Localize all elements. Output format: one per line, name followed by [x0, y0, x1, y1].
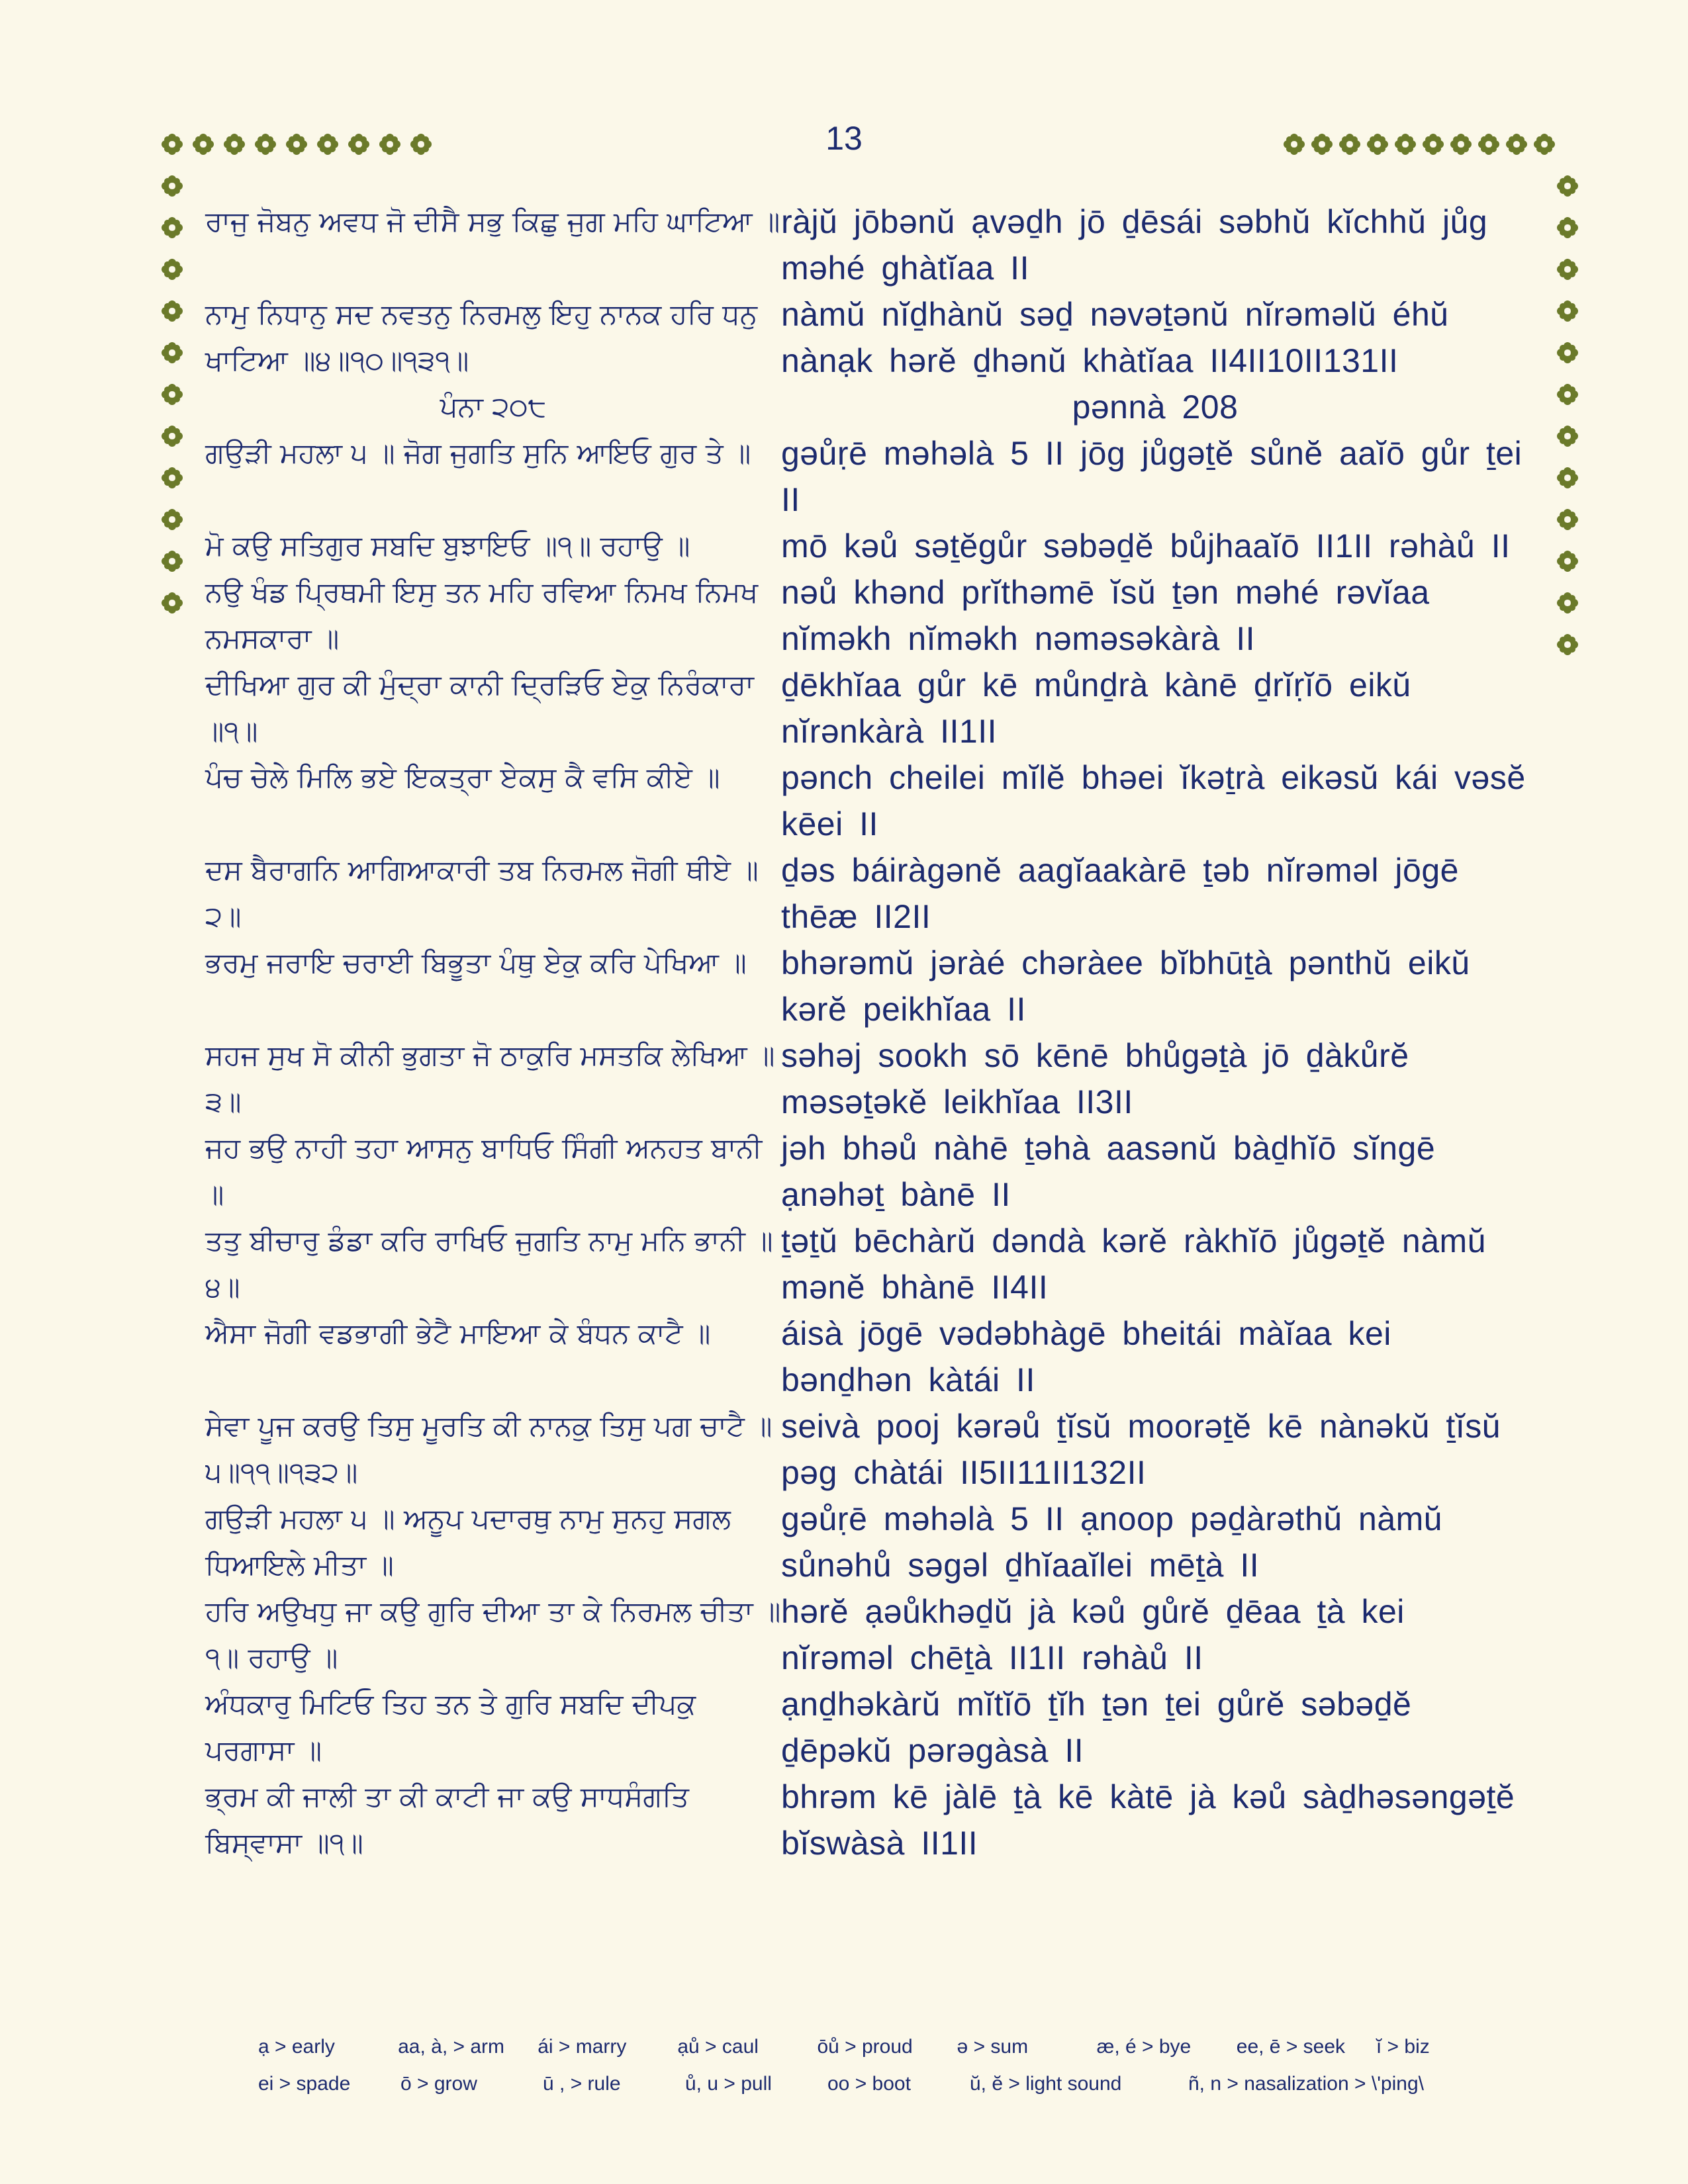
- verse-row: [205, 662, 1529, 754]
- verse-row: [205, 291, 1529, 384]
- legend-item: ñ, n > nasalization > \'ping\: [1188, 2073, 1424, 2095]
- transliteration-text: gəůṛē məhəlà 5 II jōg jůgəṯĕ sůnĕ aaĭō gůr ṯei II: [781, 435, 1523, 518]
- verse-row: [205, 940, 1529, 1032]
- flower-icon: [1532, 132, 1556, 156]
- pronunciation-legend: [258, 2028, 1516, 2103]
- flower-icon: [160, 383, 184, 406]
- gurmukhi-text: ਪੰਨਾ ੨੦੮: [440, 390, 547, 423]
- gurmukhi-text: ਗਉੜੀ ਮਹਲਾ ੫ ॥ ਅਨੂਪ ਪਦਾਰਥੁ ਨਾਮੁ ਸੁਨਹੁ ਸਗਲ ਧਿਆਇਲੇ ਮੀਤਾ ॥: [205, 1502, 731, 1581]
- transliteration-text: səhəj sookh sō kēnē bhůgəṯà jō ḏàkůrĕ məsəṯəkĕ leikhĭaa II3II: [781, 1037, 1409, 1120]
- flower-icon: [160, 549, 184, 573]
- gurmukhi-text: ਦੀਖਿਆ ਗੁਰ ਕੀ ਮੁੰਦ੍ਰਾ ਕਾਨੀ ਦ੍ਰਿੜਿਓ ਏਕੁ ਨਿਰੰਕਾਰਾ ॥੧॥: [205, 668, 754, 747]
- transliteration-text: gəůṛē məhəlà 5 II ạnoop pəḏàrəthŭ nàmŭ sůnəhů səgəl ḏhĭaaĭlei mēṯà II: [781, 1500, 1443, 1584]
- transliteration-text: pənnà 208: [1072, 388, 1239, 426]
- legend-item: ŭ, ĕ > light sound: [970, 2073, 1122, 2095]
- gurmukhi-text: ਭਰਮੁ ਜਰਾਇ ਚਰਾਈ ਬਿਭੂਤਾ ਪੰਥੁ ਏਕੁ ਕਰਿ ਪੇਖਿਆ ॥: [205, 946, 747, 979]
- verse-row: [205, 1310, 1529, 1403]
- verse-row: [205, 754, 1529, 847]
- legend-item: ạů > caul: [677, 2036, 759, 2058]
- legend-item: ōů > proud: [817, 2036, 913, 2058]
- flower-icon: [1556, 549, 1579, 573]
- legend-item: ū , > rule: [543, 2073, 621, 2095]
- flower-icon: [1556, 174, 1579, 198]
- legend-row-2: [258, 2066, 1516, 2103]
- transliteration-text: bhərəmŭ jəràé chəràee bĭbhūṯà pənthŭ eikŭ kərĕ peikhĭaa II: [781, 944, 1470, 1028]
- gurmukhi-text: ਤਤੁ ਬੀਚਾਰੁ ਡੰਡਾ ਕਰਿ ਰਾਖਿਓ ਜੁਗਤਿ ਨਾਮੁ ਮਨਿ ਭਾਨੀ ॥੪॥: [205, 1224, 773, 1303]
- verse-row: [205, 1032, 1529, 1125]
- verse-row: [205, 1125, 1529, 1218]
- gurmukhi-text: ਐਸਾ ਜੋਗੀ ਵਡਭਾਗੀ ਭੇਟੈ ਮਾਇਆ ਕੇ ਬੰਧਨ ਕਾਟੈ ॥: [205, 1317, 711, 1349]
- flower-icon: [1338, 132, 1362, 156]
- flower-icon: [160, 591, 184, 615]
- gurmukhi-text: ਮੋ ਕਉ ਸਤਿਗੁਰ ਸਬਦਿ ਬੁਝਾਇਓ ॥੧॥ ਰਹਾਉ ॥: [205, 529, 690, 562]
- flower-icon: [378, 132, 402, 156]
- flower-icon: [1556, 633, 1579, 657]
- flower-icon: [1556, 299, 1579, 323]
- flower-icon: [1556, 383, 1579, 406]
- verse-row: [205, 523, 1529, 569]
- gurmukhi-text: ਅੰਧਕਾਰੁ ਮਿਟਿਓ ਤਿਹ ਤਨ ਤੇ ਗੁਰਿ ਸਬਦਿ ਦੀਪਕੁ ਪਰਗਾਸਾ ॥: [205, 1688, 696, 1766]
- legend-item: ạ > early: [258, 2036, 335, 2058]
- flower-icon: [160, 174, 184, 198]
- verse-row: [205, 1496, 1529, 1588]
- flower-icon: [1556, 591, 1579, 615]
- flower-icon: [1310, 132, 1334, 156]
- transliteration-text: nàmŭ nĭḏhànŭ səḏ nəvəṯənŭ nĭrəməlŭ éhŭ nànạk hərĕ ḏhənŭ khàtĭaa II4II10II131II: [781, 296, 1449, 379]
- flower-icon: [347, 132, 371, 156]
- flower-icon: [285, 132, 308, 156]
- transliteration-text: ạnḏhəkàrŭ mĭtĭō ṯĭh ṯən ṯei gůrĕ səbəḏĕ ḏēpəkŭ pərəgàsà II: [781, 1686, 1412, 1769]
- transliteration-text: ḏəs báiràgənĕ aagĭaakàrē ṯəb nĭrəməl jōgē thēæ II2II: [781, 852, 1459, 935]
- page-number: 13: [825, 120, 863, 157]
- flower-icon: [1556, 508, 1579, 531]
- flower-icon: [316, 132, 340, 156]
- flower-icon: [1556, 216, 1579, 240]
- flower-icon: [160, 341, 184, 365]
- gurmukhi-text: ਰਾਜੁ ਜੋਬਨੁ ਅਵਧ ਜੋ ਦੀਸੈ ਸਭੁ ਕਿਛੁ ਜੁਗ ਮਹਿ ਘਾਟਿਆ ॥: [205, 205, 780, 238]
- legend-item: ái > marry: [538, 2036, 627, 2058]
- transliteration-text: ḏēkhĭaa gůr kē můnḏrà kànē ḏrĭṛĭō eikŭ nĭrənkàrà II1II: [781, 666, 1411, 750]
- flower-icon: [1477, 132, 1501, 156]
- flower-icon: [1366, 132, 1389, 156]
- verse-table: [205, 199, 1529, 1866]
- transliteration-text: ṯəṯŭ bēchàrŭ dəndà kərĕ ràkhĭō jůgəṯĕ nàmŭ mənĕ bhànē II4II: [781, 1222, 1487, 1306]
- transliteration-text: bhrəm kē jàlē ṯà kē kàtē jà kəů sàḏhəsəngəṯĕ bĭswàsà II1II: [781, 1778, 1515, 1862]
- flower-icon: [222, 132, 246, 156]
- legend-item: aa, à, > arm: [398, 2036, 505, 2058]
- transliteration-text: nəů khənd prĭthəmē ĭsŭ ṯən məhé rəvĭaa nĭməkh nĭməkh nəməsəkàrà II: [781, 574, 1430, 657]
- legend-row-1: [258, 2028, 1516, 2066]
- flower-icon: [160, 132, 184, 156]
- legend-item: ů, u > pull: [685, 2073, 772, 2095]
- legend-item: ei > spade: [258, 2073, 351, 2095]
- gurmukhi-text: ਦਸ ਬੈਰਾਗਨਿ ਆਗਿਆਕਾਰੀ ਤਬ ਨਿਰਮਲ ਜੋਗੀ ਥੀਏ ॥੨॥: [205, 854, 759, 933]
- flower-icon: [1282, 132, 1306, 156]
- transliteration-text: ràjŭ jōbənŭ ạvəḏh jō ḏēsái səbhŭ kĭchhŭ jůg məhé ghàtĭaa II: [781, 203, 1488, 287]
- flower-icon: [1449, 132, 1473, 156]
- verse-row: [205, 1588, 1529, 1681]
- verse-row: [205, 1774, 1529, 1866]
- flower-icon: [191, 132, 215, 156]
- flower-icon: [1556, 466, 1579, 490]
- gurmukhi-text: ਸੇਵਾ ਪੂਜ ਕਰਉ ਤਿਸੁ ਮੂਰਤਿ ਕੀ ਨਾਨਕੁ ਤਿਸੁ ਪਗ ਚਾਟੈ ॥੫॥੧੧॥੧੩੨॥: [205, 1410, 773, 1488]
- verse-row: [205, 1681, 1529, 1774]
- verse-row: [205, 199, 1529, 291]
- gurmukhi-text: ਪੰਚ ਚੇਲੇ ਮਿਲਿ ਭਏ ਇਕਤ੍ਰਾ ਏਕਸੁ ਕੈ ਵਸਿ ਕੀਏ ॥: [205, 761, 720, 794]
- verse-row: [205, 569, 1529, 662]
- flower-icon: [254, 132, 277, 156]
- flower-icon: [1421, 132, 1445, 156]
- transliteration-text: seivà pooj kərəů ṯĭsŭ moorəṯĕ kē nànəkŭ ṯĭsŭ pəg chàtái II5II11II132II: [781, 1408, 1501, 1491]
- legend-item: oo > boot: [827, 2073, 911, 2095]
- verse-row: [205, 1403, 1529, 1496]
- verse-row: [205, 1218, 1529, 1310]
- gurmukhi-text: ਸਹਜ ਸੁਖ ਸੋ ਕੀਨੀ ਭੁਗਤਾ ਜੋ ਠਾਕੁਰਿ ਮਸਤਕਿ ਲੇਖਿਆ ॥੩॥: [205, 1039, 775, 1118]
- flower-icon: [160, 257, 184, 281]
- gurmukhi-text: ਭ੍ਰਮ ਕੀ ਜਾਲੀ ਤਾ ਕੀ ਕਾਟੀ ਜਾ ਕਉ ਸਾਧਸੰਗਤਿ ਬਿਸ੍ਵਾਸਾ ॥੧॥: [205, 1780, 689, 1859]
- gurmukhi-text: ਗਉੜੀ ਮਹਲਾ ੫ ॥ ਜੋਗ ਜੁਗਤਿ ਸੁਨਿ ਆਇਓ ਗੁਰ ਤੇ ॥: [205, 437, 751, 469]
- flower-icon: [1556, 424, 1579, 448]
- gurmukhi-text: ਹਰਿ ਅਉਖਧੁ ਜਾ ਕਉ ਗੁਰਿ ਦੀਆ ਤਾ ਕੇ ਨਿਰਮਲ ਚੀਤਾ ॥੧॥ ਰਹਾਉ ॥: [205, 1595, 781, 1674]
- flower-icon: [409, 132, 433, 156]
- transliteration-text: mō kəů səṯĕgůr səbəḏĕ bůjhaaĭō II1II rəhàů II: [781, 527, 1511, 565]
- verse-row: [205, 847, 1529, 940]
- flower-icon: [160, 424, 184, 448]
- gurmukhi-text: ਜਹ ਭਉ ਨਾਹੀ ਤਹਾ ਆਸਨੁ ਬਾਧਿਓ ਸਿੰਗੀ ਅਨਹਤ ਬਾਨੀ ॥: [205, 1132, 763, 1210]
- page-heading-row: [205, 384, 1529, 430]
- legend-item: ō > grow: [400, 2073, 477, 2095]
- flower-icon: [160, 216, 184, 240]
- gurmukhi-text: ਨਾਮੁ ਨਿਧਾਨੁ ਸਦ ਨਵਤਨੁ ਨਿਰਮਲੁ ਇਹੁ ਨਾਨਕ ਹਰਿ ਧਨੁ ਖਾਟਿਆ ॥੪॥੧੦॥੧੩੧॥: [205, 298, 757, 377]
- verse-row: [205, 430, 1529, 523]
- flower-icon: [1393, 132, 1417, 156]
- flower-icon: [1556, 257, 1579, 281]
- gurmukhi-text: ਨਉ ਖੰਡ ਪ੍ਰਿਥਮੀ ਇਸੁ ਤਨ ਮਹਿ ਰਵਿਆ ਨਿਮਖ ਨਿਮਖ ਨਮਸਕਾਰਾ ॥: [205, 576, 759, 655]
- flower-icon: [1556, 341, 1579, 365]
- legend-item: ə > sum: [957, 2036, 1029, 2058]
- flower-icon: [160, 299, 184, 323]
- flower-icon: [160, 466, 184, 490]
- legend-item: æ, é > bye: [1096, 2036, 1192, 2058]
- transliteration-text: jəh bhəů nàhē ṯəhà aasənŭ bàḏhĭō sĭngē ạnəhəṯ bànē II: [781, 1130, 1436, 1213]
- flower-icon: [160, 508, 184, 531]
- flower-icon: [1505, 132, 1528, 156]
- legend-item: ĭ > biz: [1376, 2036, 1430, 2058]
- legend-item: ee, ē > seek: [1236, 2036, 1346, 2058]
- transliteration-text: hərĕ ạəůkhəḏŭ jà kəů gůrĕ ḏēaa ṯà kei nĭrəməl chēṯà II1II rəhàů II: [781, 1593, 1405, 1676]
- transliteration-text: áisà jōgē vədəbhàgē bheitái màĭaa kei bənḏhən kàtái II: [781, 1315, 1391, 1398]
- transliteration-text: pənch cheilei mĭlĕ bhəei ĭkəṯrà eikəsŭ kái vəsĕ kēei II: [781, 759, 1526, 842]
